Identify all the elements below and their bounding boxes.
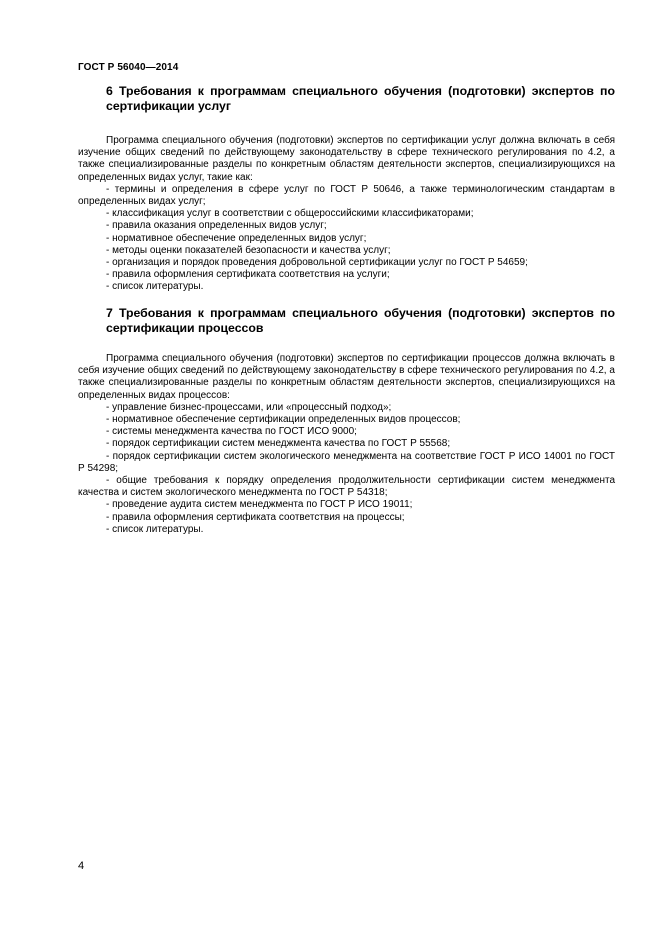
list-item: - термины и определения в сфере услуг по ГОСТ Р 50646, а также терминологическим стандартам в определенных видах услуг; <box>78 183 615 208</box>
list-item: - управление бизнес-процессами, или «процессный подход»; <box>106 401 392 413</box>
list-item: - методы оценки показателей безопасности и качества услуг; <box>106 244 391 256</box>
document-header: ГОСТ Р 56040—2014 <box>78 62 179 73</box>
section-list <box>78 184 615 294</box>
list-item: - общие требования к порядку определения продолжительности сертификации систем менеджмента качества и систем экологического менеджмента по ГОСТ Р 54318; <box>78 475 615 499</box>
list-item: - список литературы. <box>106 523 204 535</box>
section-intro: Программа специального обучения (подготовки) экспертов по сертификации услуг должна включать в себя изучение общих сведений по действующему законодательству в сфере технического регулирования по 4.2, а также специализированные разделы по конкретным областям деятельности экспертов, специализирующихся на определенных видах услуг, такие как: <box>78 135 615 183</box>
section-heading: 7 Требования к программам специального обучения (подготовки) экспертов по сертификации процессов <box>106 306 615 335</box>
list-item: - организация и порядок проведения добровольной сертификации услуг по ГОСТ Р 54659; <box>106 257 528 269</box>
list-item: - нормативное обеспечение определенных видов услуг; <box>106 232 367 244</box>
section-heading: 6 Требования к программам специального обучения (подготовки) экспертов по сертификации услуг <box>106 84 615 113</box>
section-list <box>78 402 615 536</box>
list-item: - правила оформления сертификата соответствия на процессы; <box>106 511 405 523</box>
list-item: - порядок сертификации систем менеджмента качества по ГОСТ Р 55568; <box>106 438 451 450</box>
section-intro: Программа специального обучения (подготовки) экспертов по сертификации процессов должна включать в себя изучение общих сведений по действующему законодательству в сфере технического регулирования по 4.2, а также специализированные разделы по конкретным областям деятельности экспертов, специализирующихся на определенных видах процессов: <box>78 353 615 401</box>
list-item: - классификация услуг в соответствии с общероссийскими классификаторами; <box>106 208 474 220</box>
list-item: - нормативное обеспечение сертификации определенных видов процессов; <box>106 414 461 426</box>
list-item: - системы менеджмента качества по ГОСТ ИСО 9000; <box>106 426 357 438</box>
page-number: 4 <box>78 860 85 872</box>
section-6 <box>78 84 615 294</box>
list-item: - порядок сертификации систем экологического менеджмента на соответствие ГОСТ Р ИСО 14001 по ГОСТ Р 54298; <box>78 450 615 474</box>
list-item: - список литературы. <box>106 281 204 293</box>
list-item: - проведение аудита систем менеджмента по ГОСТ Р ИСО 19011; <box>106 499 413 511</box>
section-7 <box>78 306 615 536</box>
list-item: - правила оформления сертификата соответствия на услуги; <box>106 269 390 281</box>
list-item: - правила оказания определенных видов услуг; <box>106 220 327 232</box>
